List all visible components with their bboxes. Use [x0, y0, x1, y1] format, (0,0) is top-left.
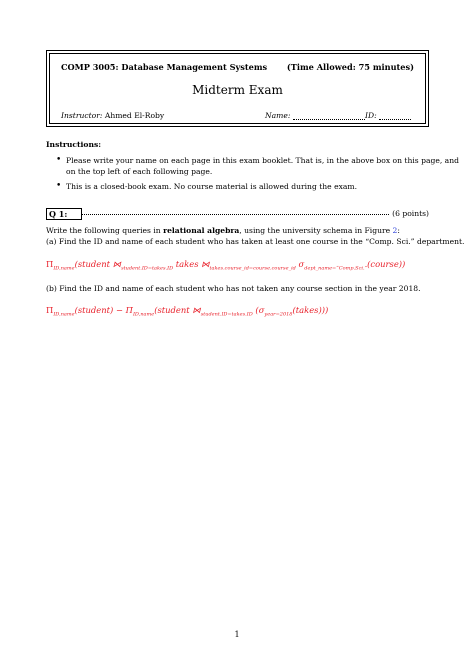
selection-condition: dept_name=“Comp.Sci.”: [304, 265, 368, 272]
course-title: COMP 3005: Database Management Systems: [61, 62, 268, 72]
instruction-item-1a: Please write your name on each page in this exam booklet. That is, in the above box on this page, and: [66, 156, 459, 165]
selection-condition: year=2018: [264, 311, 293, 318]
answer-b-part-4: (takes))): [292, 305, 329, 315]
exam-title: Midterm Exam: [192, 83, 283, 97]
pi-symbol: Π: [46, 259, 54, 269]
intro-colon: :: [397, 226, 400, 235]
part-a-text: (a) Find the ID and name of each student who has taken at least one course in the “Comp. Sci.” department.: [46, 237, 465, 246]
question-intro: [46, 226, 400, 235]
instructor-label: Instructor:: [61, 111, 103, 120]
instruction-item-1b: on the top left of each following page.: [66, 167, 213, 176]
join-condition-2: takes.course_id=course.course_id: [209, 265, 296, 272]
answer-b-part-2: (student ⋈: [154, 305, 201, 315]
id-blank[interactable]: [379, 119, 411, 120]
question-label: Q 1:: [46, 208, 82, 220]
instruction-item-2: This is a closed-book exam. No course material is allowed during the exam.: [66, 182, 357, 191]
bullet-icon: •: [56, 181, 62, 191]
answer-a-part: (student ⋈: [74, 259, 122, 269]
pi-subscript: ID,name: [53, 311, 75, 318]
question-points: (6 points): [389, 209, 429, 218]
time-allowed: (Time Allowed: 75 minutes): [286, 62, 414, 72]
intro-text-2: , using the university schema in Figure: [239, 226, 393, 235]
pi-symbol: Π: [46, 305, 54, 315]
intro-text: Write the following queries in: [46, 226, 164, 235]
name-label: Name:: [265, 111, 291, 120]
page-number: 1: [234, 630, 240, 639]
figure-link[interactable]: 2: [392, 226, 398, 235]
question-separator: [46, 214, 429, 215]
answer-b-part-1: (student) − Π: [74, 305, 133, 315]
answer-a-takes: takes ⋈: [173, 259, 210, 269]
id-field[interactable]: [365, 111, 411, 120]
id-label: ID:: [365, 111, 377, 120]
pi-subscript-2: ID,name: [132, 311, 155, 318]
intro-bold: relational algebra: [163, 226, 240, 235]
instructor-name: Ahmed El-Roby: [104, 111, 165, 120]
sigma-symbol: σ: [295, 259, 305, 269]
answer-a: [46, 259, 405, 272]
instructor-line: [61, 111, 164, 120]
part-b-text: (b) Find the ID and name of each student who has not taken any course section in the year 2018.: [46, 284, 421, 293]
answer-a-close: (course)): [367, 259, 406, 269]
bullet-icon: •: [56, 155, 62, 165]
join-condition-1: student.ID=takes.ID: [121, 265, 174, 272]
header-box: [46, 50, 429, 127]
answer-b-part-3: (σ: [252, 305, 265, 315]
instructions-heading: Instructions:: [46, 140, 102, 149]
name-blank[interactable]: [293, 119, 365, 120]
name-field[interactable]: [265, 111, 365, 120]
answer-b: [46, 305, 328, 318]
pi-subscript: ID,name: [53, 265, 75, 272]
join-condition: student.ID=takes.ID: [200, 311, 253, 318]
